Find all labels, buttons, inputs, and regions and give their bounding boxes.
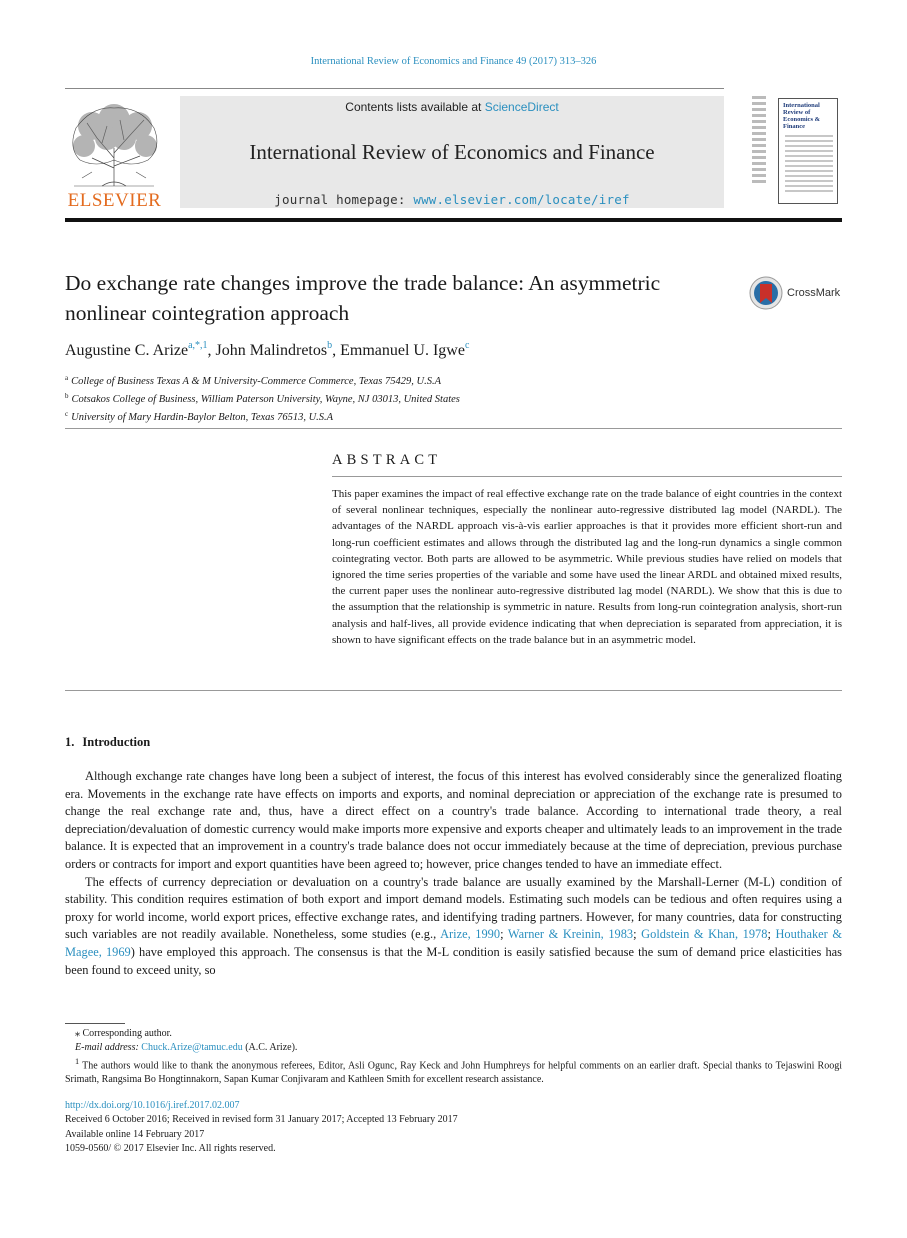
author-separator: , bbox=[332, 342, 341, 359]
affiliation-text: College of Business Texas A & M University-Commerce Commerce, Texas 75429, U.S.A bbox=[71, 376, 441, 387]
email-note bbox=[65, 1041, 842, 1055]
affiliation-mark: c bbox=[65, 410, 69, 418]
available-online: Available online 14 February 2017 bbox=[65, 1128, 205, 1140]
section-number: 1. bbox=[65, 735, 75, 749]
affiliation-mark: b bbox=[65, 392, 69, 400]
author-name[interactable]: Emmanuel U. Igwe bbox=[340, 342, 465, 359]
publication-info bbox=[65, 1099, 458, 1157]
email-link[interactable]: Chuck.Arize@tamuc.edu bbox=[141, 1042, 243, 1053]
homepage-link[interactable]: www.elsevier.com/locate/iref bbox=[413, 192, 630, 207]
sciencedirect-link[interactable]: ScienceDirect bbox=[484, 100, 559, 114]
journal-title: International Review of Economics and Finance bbox=[249, 140, 655, 164]
affiliation-text: Cotsakos College of Business, William Paterson University, Wayne, NJ 03013, United States bbox=[71, 394, 460, 405]
homepage-prefix: journal homepage: bbox=[274, 192, 414, 207]
crossmark-label: CrossMark bbox=[787, 287, 841, 299]
corresponding-author-note: ⁎ Corresponding author. bbox=[75, 1028, 172, 1039]
header-thick-rule bbox=[65, 218, 842, 222]
affiliation bbox=[65, 371, 460, 389]
header-rule bbox=[65, 88, 724, 89]
affiliation-text: University of Mary Hardin-Baylor Belton, Texas 76513, U.S.A bbox=[71, 412, 334, 423]
contents-prefix: Contents lists available at bbox=[345, 100, 485, 114]
abstract-rule bbox=[332, 476, 842, 477]
cover-contents bbox=[785, 135, 833, 195]
citation-link[interactable]: Warner & Kreinin, 1983 bbox=[507, 927, 634, 942]
received-dates: Received 6 October 2016; Received in revised form 31 January 2017; Accepted 13 February 2017 bbox=[65, 1114, 458, 1126]
author-separator: , bbox=[207, 342, 216, 359]
crossmark-button[interactable] bbox=[749, 276, 849, 312]
journal-homepage bbox=[180, 192, 724, 207]
affiliations bbox=[65, 371, 460, 425]
section-heading bbox=[65, 735, 150, 750]
publisher-logo: ELSEVIER bbox=[67, 190, 162, 211]
section-rule bbox=[65, 428, 842, 429]
citation-link[interactable]: Houthaker & Magee, 1969 bbox=[65, 927, 842, 959]
article-title: Do exchange rate changes improve the trade balance: An asymmetric nonlinear cointegration approach bbox=[65, 271, 661, 325]
crossmark-icon bbox=[749, 276, 783, 310]
cover-title: International Review of Economics & Finance bbox=[783, 102, 821, 130]
email-suffix: (A.C. Arize). bbox=[242, 1042, 298, 1053]
affiliation bbox=[65, 389, 460, 407]
abstract-heading: ABSTRACT bbox=[332, 452, 442, 468]
author-affil-mark[interactable]: c bbox=[464, 340, 470, 351]
section-title: Introduction bbox=[82, 735, 151, 749]
affiliation-mark: a bbox=[65, 374, 69, 382]
abstract-end-rule bbox=[65, 690, 842, 691]
paragraph-text: ) have employed this approach. The consensus is that the M-L condition is easily satisfied because the sum of demand price elasticities has been found to exceed unity, so bbox=[65, 944, 842, 977]
doi-link[interactable]: http://dx.doi.org/10.1016/j.iref.2017.02.007 bbox=[65, 1100, 240, 1111]
acknowledgment-note bbox=[65, 1055, 842, 1087]
author-list bbox=[65, 340, 469, 360]
footnotes bbox=[65, 1027, 842, 1087]
paragraph-text: The effects of currency depreciation or devaluation on a country's trade balance are usually examined by the Marshall-Lerner (M-L) condition of stability. This condition requires estimation of both export and import demand models. Estimating such models can be tedious and often requires using a proxy for world income, world export prices, effective exchange rates, and identifying trading partners. However, for many countries, data for constructing such variables are not readily available. Nonetheless, some studies (e.g., bbox=[65, 874, 842, 942]
body-text bbox=[65, 768, 842, 979]
copyright: 1059-0560/ © 2017 Elsevier Inc. All rights reserved. bbox=[65, 1143, 276, 1155]
footnote-text: The authors would like to thank the anonymous referees, Editor, Asli Ogunc, Ray Keck and John Humphreys for helpful comments on an earlier draft. Special thanks to Tejaswini Roogi Srimath, Rangsima Bo Hongtinnakorn, Sapan Kumar Conjivaram and Kathleen Smith for excellent research assistance. bbox=[65, 1060, 842, 1086]
footnote-mark: 1 bbox=[75, 1057, 80, 1066]
contents-line bbox=[180, 100, 724, 114]
author-name[interactable]: John Malindretos bbox=[215, 342, 328, 359]
citation-link[interactable]: Arize, 1990 bbox=[440, 927, 501, 942]
abstract-text: This paper examines the impact of real effective exchange rate on the trade balance of eight countries in the context of several nonlinear techniques, especially the nonlinear auto-regressive distributed lag model (NARDL). The advantages of the NARDL approach vis-à-vis earlier approaches is that it provides more efficient short-run and long-run coefficient estimates and allows through the distributed lag and the long-run dynamics a single common cointegrating vector. Both parts are allowed to be asymmetric. While previous studies have relied on models that ignored the time series properties of the variable and some have used the linear ARDL and obtained mixed results, the current paper uses the nonlinear auto-regressive distributed lag model (NARDL). We show that this is due to the assumption that the relationship is symmetric in nature. Results from long-run cointegration analysis, short-run analysis and half-lives, all provide evidence indicating that when depreciation is separated from appreciation, it is shown to have significant effects on the trade balance but in an asymmetric model. bbox=[332, 488, 842, 646]
citation-link[interactable]: Goldstein & Khan, 1978 bbox=[641, 927, 768, 942]
journal-cover[interactable] bbox=[778, 98, 838, 204]
author-affil-mark[interactable]: a,*,1 bbox=[188, 340, 208, 351]
cover-spine bbox=[752, 96, 766, 204]
author-name[interactable]: Augustine C. Arize bbox=[65, 342, 189, 359]
affiliation bbox=[65, 407, 460, 425]
paragraph: Although exchange rate changes have long been a subject of interest, the focus of this interest has evolved considerably since the generalized floating era. Movements in the exchange rate have effects on imports and exports, and nominal depreciation or appreciation of the exchange rate is presumed to change the real exchange rate and, thus, have a direct effect on a country's trade balance. According to international trade theory, a real depreciation/devaluation of domestic currency would make imports more expensive and exports cheaper and ultimately leads to an improvement in the trade balance. It is expected that an improvement in a country's trade balance does not occur immediately because at the time of depreciation, previous purchase orders or contracts for import and export quantities have been agreed to; however, price changes tended to have an immediate effect. bbox=[65, 769, 842, 871]
paragraph: The effects of currency depreciation or devaluation on a country's trade balance are usually examined by the Marshall-Lerner (M-L) condition of stability. This condition requires estimation of both export and import demand models. Estimating such models can be tedious and often requires using a proxy for world income, world export prices, effective exchange rates, and identifying trading partners. However, for many countries, data for constructing such variables are not readily available. Nonetheless, some studies (e.g., Arize, 1990; Warner & Kreinin, 1983; Goldstein & Khan, 1978; Houthaker & Magee, 1969) have employed this approach. The consensus is that the M-L condition is easily satisfied because the sum of demand price elasticities has been found to exceed unity, so bbox=[65, 874, 842, 977]
author-affil-mark[interactable]: b bbox=[327, 340, 333, 351]
footnote-rule bbox=[65, 1023, 125, 1024]
journal-citation[interactable]: International Review of Economics and Finance 49 (2017) 313–326 bbox=[310, 56, 597, 67]
email-label: E-mail address: bbox=[75, 1042, 142, 1053]
